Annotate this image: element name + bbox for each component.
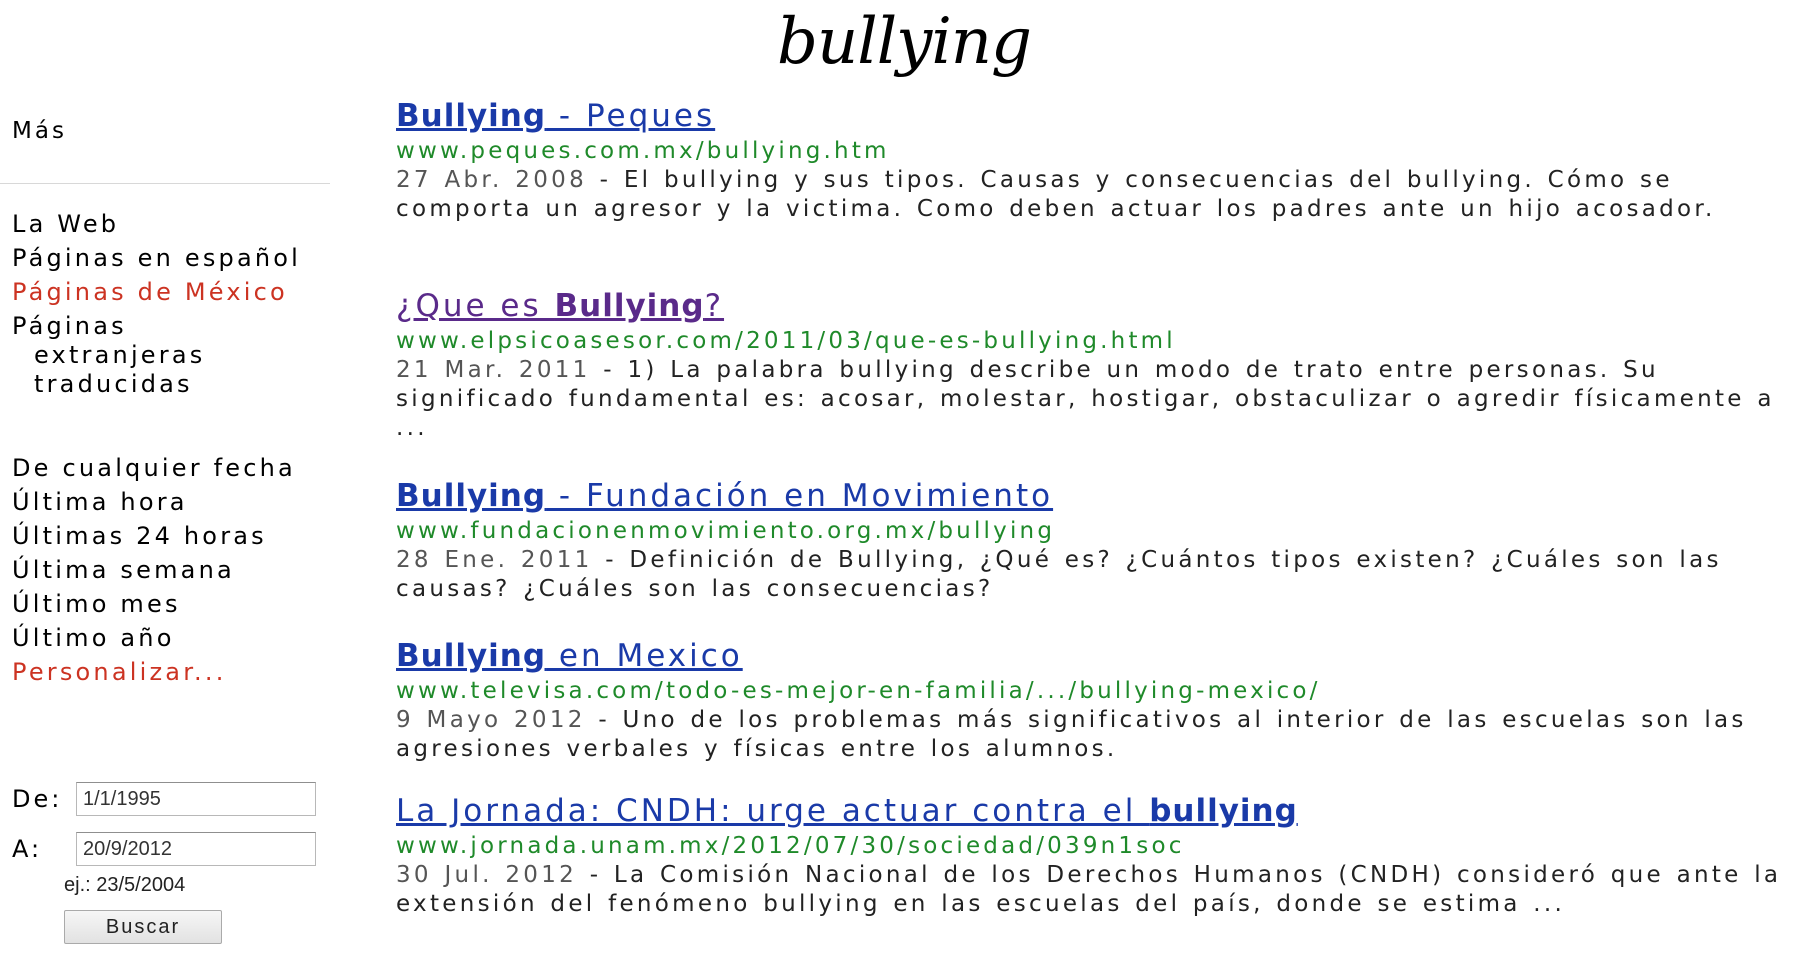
result-title-bold: Bullying [396, 638, 547, 674]
result-title-link[interactable] [396, 96, 1796, 136]
time-filter-custom[interactable]: Personalizar... [12, 658, 227, 686]
filter-spanish-pages[interactable]: Páginas en español [12, 244, 302, 272]
result-title-link[interactable] [396, 791, 1796, 831]
filter-web[interactable]: La Web [12, 210, 120, 238]
result-title-text: - Peques [546, 98, 716, 134]
result-snippet [396, 546, 1796, 604]
date-from-label: De: [12, 785, 63, 813]
result-item [396, 286, 1796, 443]
time-filter-year[interactable]: Último año [12, 624, 175, 652]
result-url: www.jornada.unam.mx/2012/07/30/sociedad/039n1soc [396, 833, 1185, 859]
result-snippet-text: - Definición de Bullying, ¿Qué es? ¿Cuántos tipos existen? ¿Cuáles son las causas? ¿Cuáles son las consecuencias? [396, 547, 1722, 602]
result-title-bold: Bullying [554, 288, 705, 324]
more-link[interactable]: Más [12, 118, 67, 144]
date-to-label: A: [12, 835, 43, 863]
time-filter-any[interactable]: De cualquier fecha [12, 454, 296, 482]
result-item [396, 636, 1796, 764]
filter-translated-pages[interactable]: Páginas extranjeras traducidas [12, 312, 206, 398]
result-snippet-text: - El bullying y sus tipos. Causas y consecuencias del bullying. Cómo se comporta un agresor y la victima. Como deben actuar los padres ante un hijo acosador. [396, 167, 1716, 222]
date-to-input[interactable] [76, 832, 316, 866]
time-filter-24h[interactable]: Últimas 24 horas [12, 522, 267, 550]
result-snippet [396, 356, 1796, 443]
result-date: 28 Ene. 2011 [396, 547, 593, 573]
page-title: bullying [777, 5, 1031, 79]
time-filter-hour[interactable]: Última hora [12, 488, 188, 516]
filter-mexico-pages[interactable]: Páginas de México [12, 278, 288, 306]
sidebar-divider [0, 183, 330, 184]
result-url: www.peques.com.mx/bullying.htm [396, 138, 890, 164]
date-from-input[interactable] [76, 782, 316, 816]
result-snippet-text: - La Comisión Nacional de los Derechos Humanos (CNDH) consideró que ante la extensión del fenómeno bullying en las escuelas del país, donde se estima ... [396, 862, 1782, 917]
result-title-text: en Mexico [546, 638, 743, 674]
result-snippet [396, 706, 1796, 764]
result-item [396, 476, 1796, 604]
result-title-bold: Bullying [396, 98, 547, 134]
result-url: www.elpsicoasesor.com/2011/03/que-es-bullying.html [396, 328, 1176, 354]
result-url: www.televisa.com/todo-es-mejor-en-familia/.../bullying-mexico/ [396, 678, 1321, 704]
result-title-prefix: La Jornada: CNDH: urge actuar contra el [396, 793, 1150, 829]
search-button[interactable]: Buscar [64, 910, 222, 944]
filter-gap [12, 404, 302, 454]
time-filter-week[interactable]: Última semana [12, 556, 235, 584]
result-title-prefix: ¿Que es [396, 288, 555, 324]
date-example-hint: ej.: 23/5/2004 [64, 874, 186, 896]
result-title-text: ? [704, 288, 725, 324]
result-item [396, 96, 1796, 224]
result-url: www.fundacionenmovimiento.org.mx/bullying [396, 518, 1056, 544]
result-date: 9 Mayo 2012 [396, 707, 586, 733]
result-title-bold: Bullying [396, 478, 547, 514]
result-title-text: - Fundación en Movimiento [546, 478, 1054, 514]
result-title-link[interactable] [396, 286, 1796, 326]
result-date: 21 Mar. 2011 [396, 357, 591, 383]
result-title-link[interactable] [396, 636, 1796, 676]
filter-list [12, 210, 302, 692]
custom-date-form [12, 785, 322, 885]
result-date: 27 Abr. 2008 [396, 167, 588, 193]
date-from-row [12, 785, 322, 835]
result-snippet [396, 861, 1796, 919]
time-filter-month[interactable]: Último mes [12, 590, 181, 618]
result-snippet-text: - Uno de los problemas más significativos al interior de las escuelas son las agresiones verbales y físicas entre los alumnos. [396, 707, 1747, 762]
result-title-bold: bullying [1149, 793, 1298, 829]
result-snippet-text: - 1) La palabra bullying describe un modo de trato entre personas. Su significado fundamental es: acosar, molestar, hostigar, obstaculizar o agredir físicamente a ... [396, 357, 1775, 441]
result-item [396, 791, 1796, 919]
result-date: 30 Jul. 2012 [396, 862, 578, 888]
result-snippet [396, 166, 1796, 224]
result-title-link[interactable] [396, 476, 1796, 516]
